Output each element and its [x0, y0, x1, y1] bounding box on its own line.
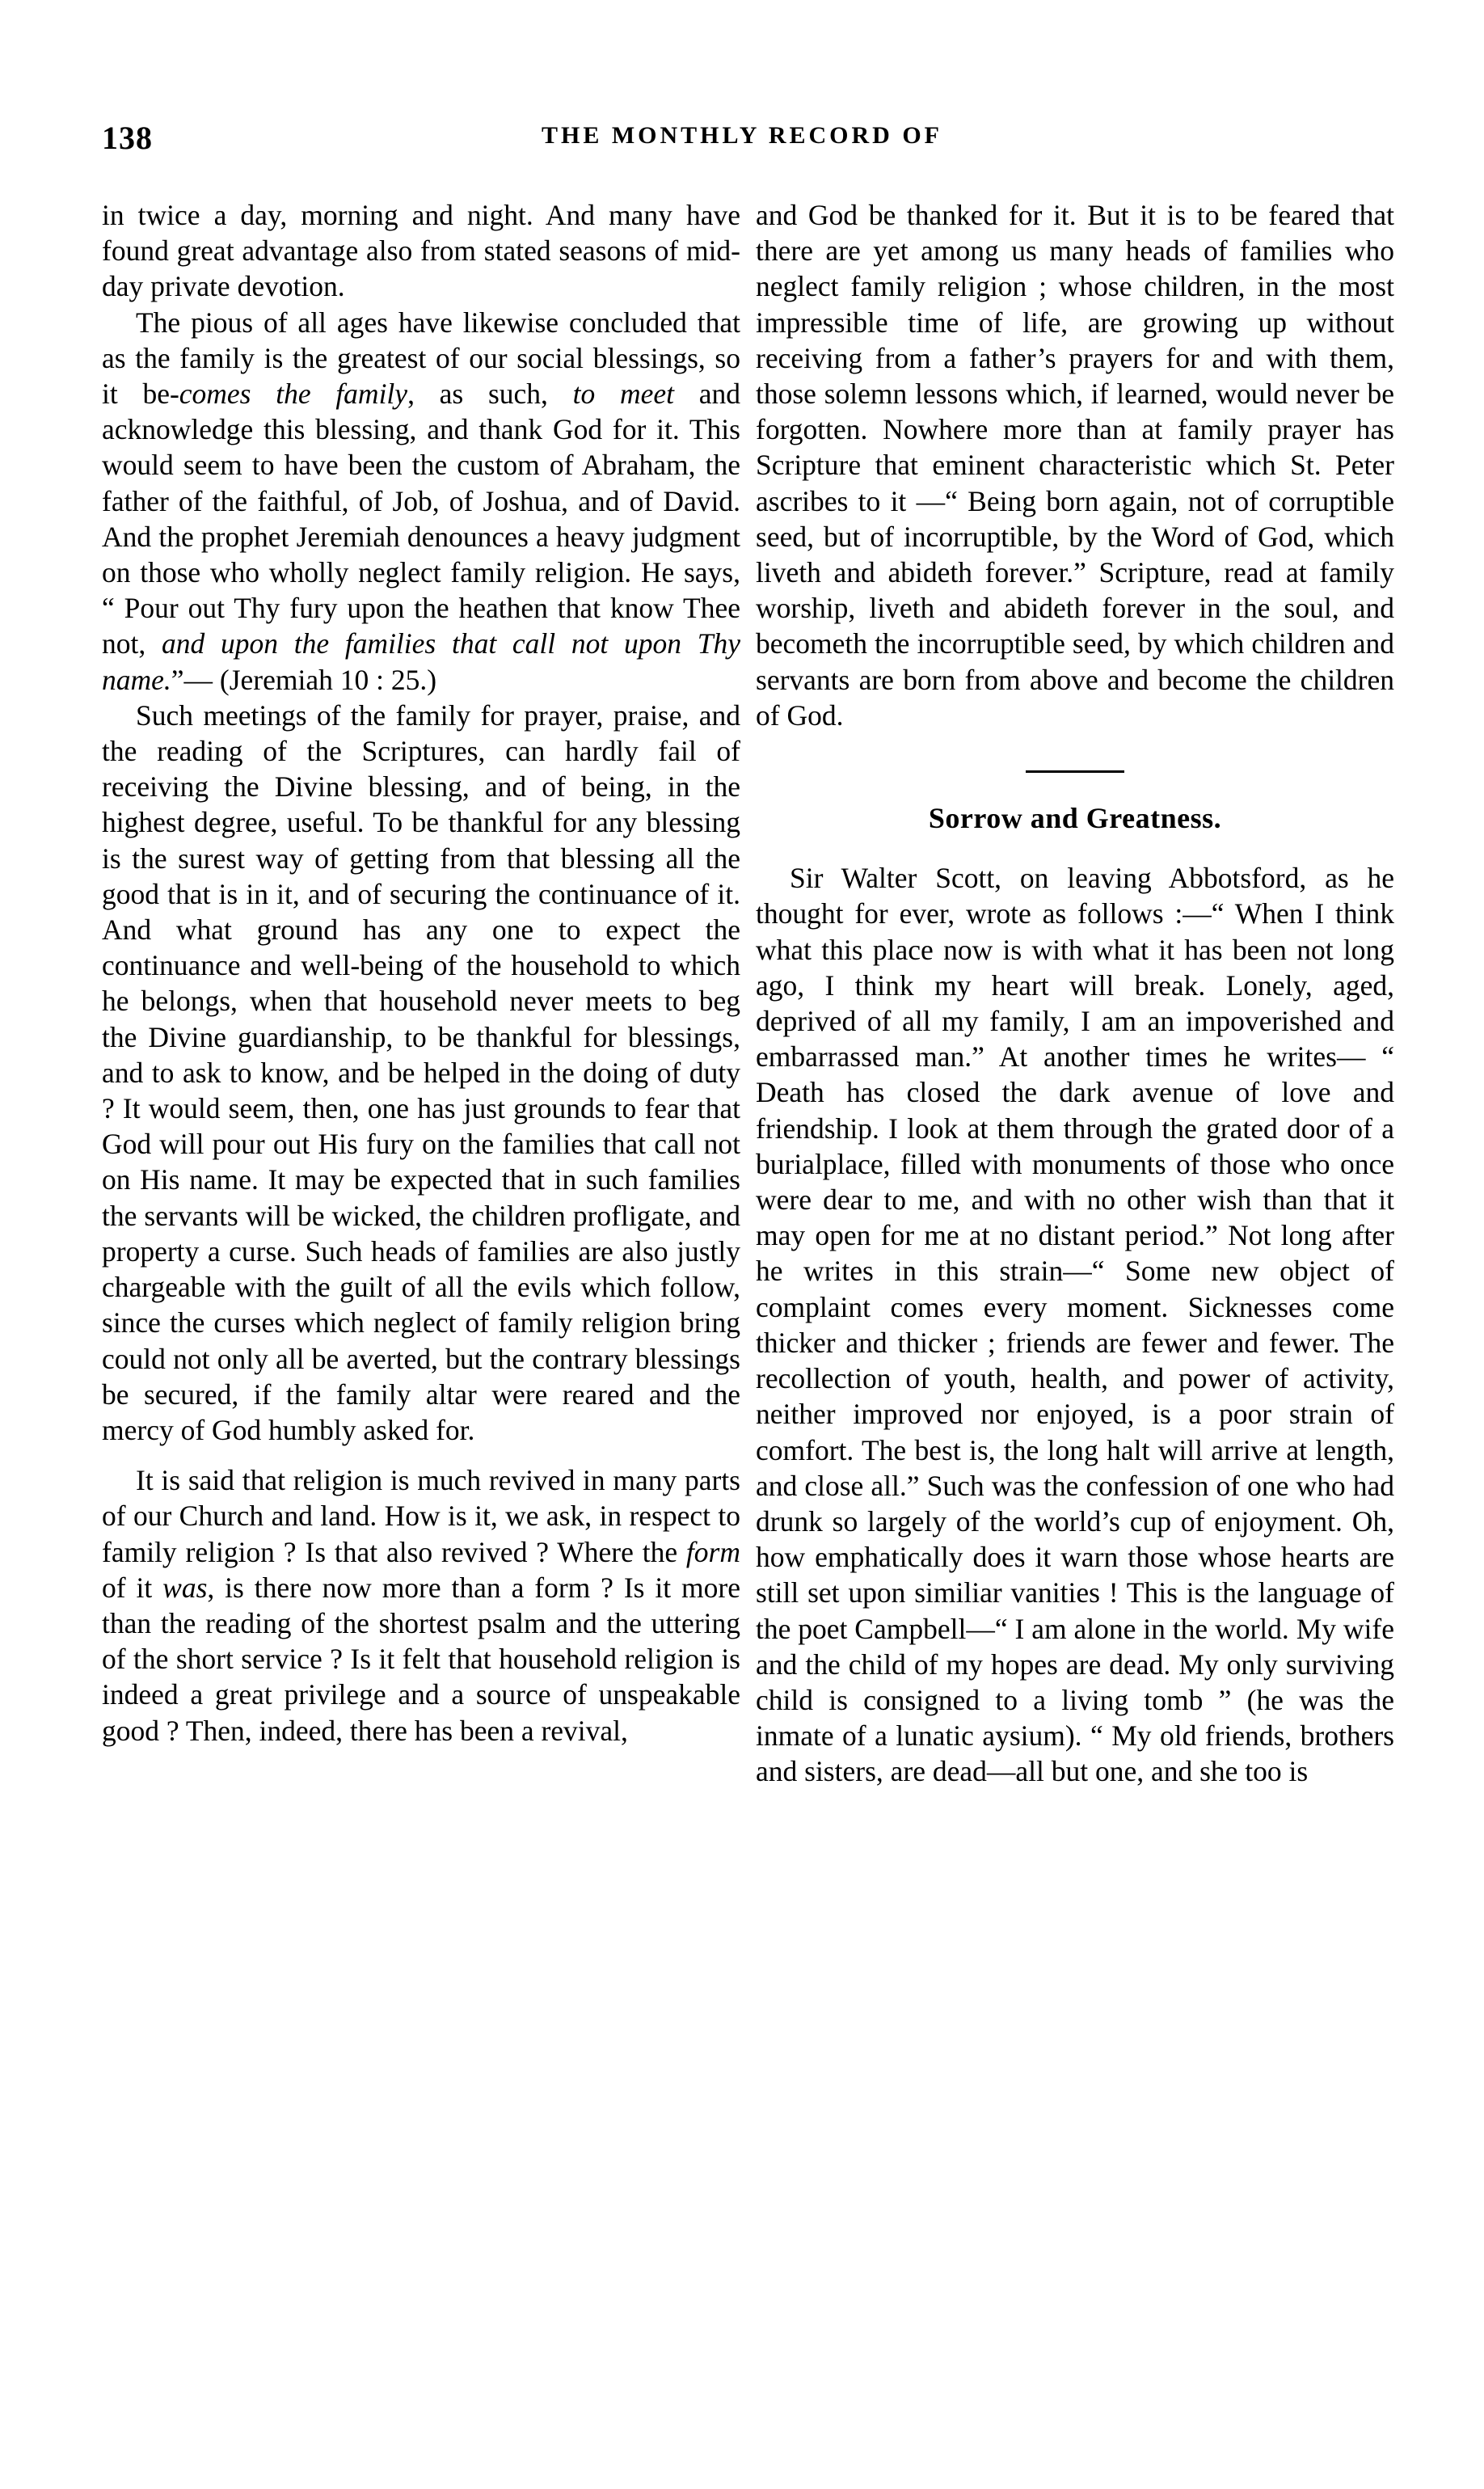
- text-run: , as such,: [407, 378, 573, 411]
- running-title: THE MONTHLY RECORD OF: [542, 122, 942, 149]
- italic-run: was: [162, 1571, 208, 1604]
- text-run: It is said that religion is much revived in many parts of our Church and land. How is it, we ask, in respect to family religion ? Is that also revived ? Where the: [102, 1464, 740, 1568]
- left-column: [102, 197, 740, 1749]
- paragraph-1: and God be thanked for it. But it is to be feared that there are yet among us many heads of families who neglect family religion ; whose children, in the most impressible time of life, are growing up without receiving from a father’s prayers for and with them, those solemn lessons which, if learned, would never be forgotten. Nowhere more than at family prayer has Scripture that eminent characteristic which St. Peter ascribes to it —“ Being born again, not of corruptible seed, but of incorruptible, by the Word of God, which liveth and abideth forever.” Scripture, read at family worship, liveth and abideth forever in the soul, and becometh the incorruptible seed, by which children and servants are born from above and become the children of God.: [756, 199, 1394, 732]
- paragraph-1: in twice a day, morning and night. And many have found great advantage also from stated seasons of mid-day private devotion.: [102, 199, 740, 303]
- paragraph-4: [102, 1462, 740, 1749]
- section-divider: [1026, 770, 1124, 773]
- text-run: , is there now more than a form ? Is it more than the reading of the shortest psalm and the uttering of the short service ? Is it felt that household religion is indeed a great privilege and a source of unspeakable good ? Then, indeed, there has been a revival,: [102, 1571, 740, 1747]
- paragraph-2: Sir Walter Scott, on leaving Abbotsford, as he thought for ever, wrote as follows :—“ When I think what this place now is with what it has been not long ago, I think my heart will break. Lonely, aged, deprived of all my family, I am an impoverished and embarrassed man.” At another times he writes— “ Death has closed the dark avenue of love and friendship. I look at them through the grated door of a burialplace, filled with monuments of those who once were dear to me, and with no other wish than that it may open for me at no distant period.” Not long after he writes in this strain—“ Some new object of complaint comes every moment. Sicknesses come thicker and thicker ; friends are fewer and fewer. The recollection of youth, health, and power of activity, neither improved nor enjoyed, is a poor strain of comfort. The best is, the long halt will arrive at length, and close all.” Such was the confession of one who had drunk so largely of the world’s cup of enjoyment. Oh, how emphatically does it warn those whose hearts are still set upon similiar vanities ! This is the language of the poet Campbell—“ I am alone in the world. My wife and the child of my hopes are dead. My only surviving child is consigned to a living tomb ” (he was the inmate of a lunatic aysium). “ My old friends, brothers and sisters, are dead—all but one, and she too is: [756, 862, 1394, 1788]
- section-heading: Sorrow and Greatness.: [928, 802, 1222, 835]
- right-column: [756, 197, 1394, 1790]
- italic-run: and upon the families that call not upon Thy name.: [102, 627, 740, 696]
- text-run: ”— (Jeremiah 10 : 25.): [171, 663, 437, 696]
- paragraph-3: Such meetings of the family for prayer, praise, and the reading of the Scriptures, can hardly fail of receiving the Divine blessing, and of being, in the highest degree, useful. To be thankful for any blessing is the surest way of getting from that blessing all the good that is in it, and of securing the continuance of it. And what ground has any one to expect the continuance and well-being of the household to which he belongs, when that household never meets to beg the Divine guardianship, to be thankful for blessings, and to ask to know, and be helped in the doing of duty ? It would seem, then, one has just grounds to fear that God will pour out His fury on the families that call not on His name. It may be expected that in such families the servants will be wicked, the children profligate, and property a curse. Such heads of families are also justly chargeable with the guilt of all the evils which follow, since the curses which neglect of family religion bring could not only all be averted, but the contrary blessings be secured, if the family altar were reared and the mercy of God humbly asked for.: [102, 698, 740, 1446]
- italic-run: comes the family: [179, 378, 408, 411]
- text-run: The pious of all ages have likewise concluded that as the family is the greatest of our social blessings, so it be-: [102, 306, 740, 411]
- page-number: 138: [102, 120, 153, 156]
- text-run: of it: [102, 1571, 163, 1604]
- italic-run: to meet: [572, 378, 674, 411]
- italic-run: form: [685, 1535, 740, 1568]
- text-run: and acknowledge this blessing, and thank God for it. This would seem to have been the custom of Abraham, the father of the faithful, of Job, of Joshua, and of David. And the prophet Jeremiah denounces a heavy judgment on those who wholly neglect family religion. He says, “ Pour out Thy fury upon the heathen that know Thee not,: [102, 378, 740, 660]
- paragraph-2: [102, 305, 740, 698]
